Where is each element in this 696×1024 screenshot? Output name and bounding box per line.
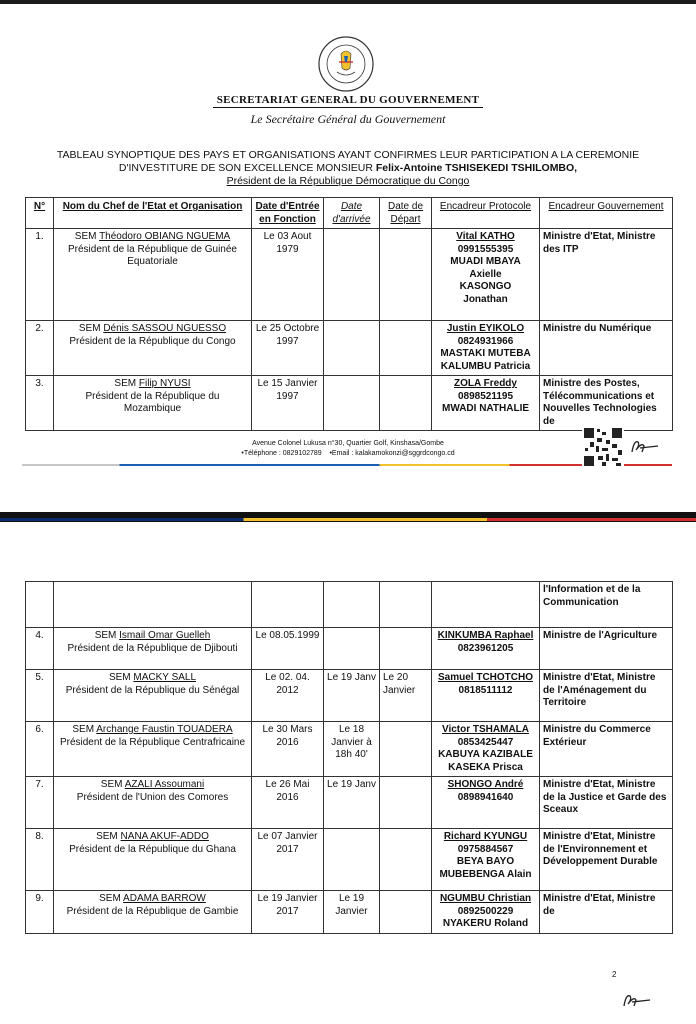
arrival-date xyxy=(324,229,380,321)
entry-date xyxy=(252,722,324,777)
participants-table-page-2 xyxy=(25,581,673,934)
row-number-text: 1. xyxy=(35,231,44,242)
chef-name xyxy=(57,831,248,844)
chef-cell xyxy=(54,891,252,934)
protocol-name: Samuel TCHOTCHO xyxy=(437,672,533,683)
document-page-1 xyxy=(0,4,696,512)
government-seal-icon xyxy=(317,32,375,98)
entry-date-text: Le 15 Janvier 1997 xyxy=(257,378,318,402)
protocol-line: 0824931966 xyxy=(457,335,514,347)
flag-color-divider xyxy=(22,464,672,466)
chef-title: Président de la République de Guinée Equatoriale xyxy=(67,243,237,267)
table-row xyxy=(26,891,673,934)
participants-table-page-1 xyxy=(25,197,673,431)
row-number xyxy=(26,229,54,321)
entry-date xyxy=(252,229,324,321)
chef-title: Président de la République du Mozambique xyxy=(85,390,220,414)
footer-email: •Email : kalakamokonzi@sggrdcongo.cd xyxy=(329,450,455,457)
arrival-date xyxy=(324,321,380,376)
page-separator-flag-stripe xyxy=(0,518,696,521)
chef-name xyxy=(57,893,248,906)
row-number xyxy=(26,891,54,934)
government-cell xyxy=(540,829,673,891)
title-president-name: Felix-Antoine TSHISEKEDI TSHILOMBO, xyxy=(375,162,578,174)
government-cell xyxy=(540,722,673,777)
government-cell xyxy=(540,670,673,722)
chef-cell xyxy=(54,670,252,722)
chef-prefix: SEM xyxy=(108,672,134,683)
protocol-cell xyxy=(432,829,540,891)
government-text: Ministre d'Etat, Ministre de la Justice et Garde des Sceaux xyxy=(543,779,667,815)
protocol-name: NGUMBU Christian xyxy=(439,893,532,904)
government-cell xyxy=(540,376,673,431)
entry-date-text: Le 02. 04. 2012 xyxy=(265,672,310,696)
org-subtitle: Le Secrétaire Général du Gouvernement xyxy=(250,112,446,126)
chef-prefix: SEM xyxy=(96,831,121,842)
chef-title: Président de la République de Gambie xyxy=(66,905,239,917)
table-row xyxy=(26,229,673,321)
entry-date-text: Le 19 Janvier 2017 xyxy=(257,893,318,917)
protocol-name: Richard KYUNGU xyxy=(443,831,528,842)
chef-cell xyxy=(54,376,252,431)
protocol-line: MUADI MBAYA xyxy=(450,256,521,267)
government-text: Ministre d'Etat, Ministre des ITP xyxy=(543,231,656,255)
entry-date xyxy=(252,777,324,829)
chef-prefix: SEM xyxy=(78,323,104,334)
chef-title: Président de la République Centrafricaine xyxy=(59,736,246,748)
row-number xyxy=(26,376,54,431)
protocol-line: 0991555395 xyxy=(457,243,514,255)
row-number-text: 3. xyxy=(35,378,44,389)
chef-name xyxy=(57,231,248,244)
entry-date xyxy=(252,628,324,670)
chef-cell xyxy=(54,229,252,321)
protocol-name: Victor TSHAMALA xyxy=(441,724,530,735)
table-row xyxy=(26,321,673,376)
chef-name-text: Archange Faustin TOUADERA xyxy=(96,724,233,735)
chef-name xyxy=(57,672,248,685)
chef-cell xyxy=(54,829,252,891)
chef-title: Président de la République du Ghana xyxy=(69,843,236,855)
col-header-departure: Date de Départ xyxy=(380,198,432,229)
government-cell xyxy=(540,321,673,376)
departure-date xyxy=(380,722,432,777)
protocol-line: NYAKERU Roland xyxy=(442,918,529,929)
chef-prefix: SEM xyxy=(114,378,139,389)
entry-date-text: Le 26 Mai 2016 xyxy=(265,779,310,803)
row-number xyxy=(26,777,54,829)
protocol-line: KASONGO xyxy=(459,281,512,292)
table-header-row xyxy=(26,198,673,229)
chef-name xyxy=(57,323,248,336)
entry-date xyxy=(252,376,324,431)
page-number: 2 xyxy=(612,970,617,979)
chef-name xyxy=(57,779,248,792)
protocol-line: 0823961205 xyxy=(457,642,514,654)
protocol-cell xyxy=(432,670,540,722)
row-number-text: 5. xyxy=(35,672,44,683)
col-header-government: Encadreur Gouvernement xyxy=(540,198,673,229)
chef-prefix: SEM xyxy=(99,893,124,904)
departure-date xyxy=(380,777,432,829)
departure-date xyxy=(380,321,432,376)
government-text: Ministre d'Etat, Ministre de l'Aménagement du Territoire xyxy=(543,672,656,708)
document-title xyxy=(40,149,656,188)
chef-cell xyxy=(54,321,252,376)
entry-date-text: Le 03 Aout 1979 xyxy=(263,231,312,255)
title-line-2 xyxy=(40,162,656,175)
arrival-date-text: Le 19 Janvier xyxy=(335,893,368,917)
protocol-line: MUBEBENGA Alain xyxy=(439,868,532,880)
government-cell xyxy=(540,891,673,934)
departure-date xyxy=(380,376,432,431)
government-text: Ministre du Commerce Extérieur xyxy=(543,724,651,748)
chef-prefix: SEM xyxy=(72,724,97,735)
protocol-line: KASEKA Prisca xyxy=(448,761,523,773)
protocol-line: 0818511112 xyxy=(458,684,513,696)
qr-code-icon xyxy=(582,426,624,468)
departure-date xyxy=(380,229,432,321)
chef-title: Président de la République de Djibouti xyxy=(67,642,238,654)
row-number-text: 7. xyxy=(35,779,44,790)
chef-name xyxy=(57,724,248,737)
chef-cell xyxy=(54,722,252,777)
protocol-name: Vital KATHO xyxy=(456,231,515,242)
arrival-date-text: Le 19 Janv xyxy=(327,672,376,683)
protocol-line: Jonathan xyxy=(463,293,508,305)
government-text: Ministre de l'Agriculture xyxy=(543,630,658,641)
col-header-protocol: Encadreur Protocole xyxy=(432,198,540,229)
protocol-line: 0898521195 xyxy=(457,390,514,402)
arrival-date xyxy=(324,777,380,829)
table-row xyxy=(26,829,673,891)
entry-date-text: Le 30 Mars 2016 xyxy=(262,724,313,748)
org-title: SECRETARIAT GENERAL DU GOUVERNEMENT xyxy=(0,94,696,108)
protocol-line: BEYA BAYO xyxy=(456,856,515,867)
arrival-date xyxy=(324,670,380,722)
chef-name-text: MACKY SALL xyxy=(133,672,197,683)
entry-date xyxy=(252,321,324,376)
table-row xyxy=(26,670,673,722)
chef-name-text: AZALI Assoumani xyxy=(124,779,205,790)
arrival-date xyxy=(324,628,380,670)
chef-prefix: SEM xyxy=(100,779,125,790)
entry-date xyxy=(252,891,324,934)
protocol-line: 0892500229 xyxy=(457,905,514,917)
protocol-cell xyxy=(432,321,540,376)
government-text: Ministre du Numérique xyxy=(543,323,652,334)
title-line-2-text: D'INVESTITURE DE SON EXCELLENCE MONSIEUR xyxy=(118,162,376,174)
entry-date xyxy=(252,829,324,891)
row-number-text: 4. xyxy=(35,630,44,641)
arrival-date xyxy=(324,829,380,891)
entry-date-text: Le 25 Octobre 1997 xyxy=(255,323,320,347)
footer-phone: •Téléphone : 0829102789 xyxy=(241,450,322,457)
arrival-date xyxy=(324,722,380,777)
chef-name-text: ADAMA BARROW xyxy=(123,893,206,904)
row-number-text: 2. xyxy=(35,323,44,334)
arrival-date-text: Le 19 Janv xyxy=(327,779,376,790)
table-row xyxy=(26,777,673,829)
row-number-text: 8. xyxy=(35,831,44,842)
chef-cell xyxy=(54,777,252,829)
title-line-3: Président de la République Démocratique du Congo xyxy=(226,175,470,187)
chef-title: Président de la République du Sénégal xyxy=(65,684,240,696)
protocol-line: MWADI NATHALIE xyxy=(441,403,530,414)
table-row xyxy=(26,722,673,777)
departure-date-text: Le 20 Janvier xyxy=(383,672,416,696)
row-number-text: 9. xyxy=(35,893,44,904)
chef-name xyxy=(57,378,248,391)
continuation-government: l'Information et de la Communication xyxy=(540,582,673,628)
departure-date xyxy=(380,670,432,722)
row-number xyxy=(26,628,54,670)
col-header-entry: Date d'Entrée en Fonction xyxy=(252,198,324,229)
chef-title: Président de la République du Congo xyxy=(69,335,236,347)
government-cell xyxy=(540,628,673,670)
protocol-line: KALUMBU Patricia xyxy=(440,360,531,372)
protocol-line: 0975884567 xyxy=(457,843,514,855)
protocol-line: 0853425447 xyxy=(457,736,514,748)
protocol-name: Justin EYIKOLO xyxy=(446,323,525,334)
row-number xyxy=(26,722,54,777)
protocol-cell xyxy=(432,722,540,777)
chef-name-text: NANA AKUF-ADDO xyxy=(120,831,209,842)
table-row xyxy=(26,628,673,670)
arrival-date-text: Le 18 Janvier à 18h 40' xyxy=(331,724,372,760)
protocol-line: 0898941640 xyxy=(457,791,514,803)
entry-date-text: Le 08.05.1999 xyxy=(255,630,320,641)
chef-name-text: Théodoro OBIANG NGUEMA xyxy=(99,231,231,242)
government-cell xyxy=(540,777,673,829)
row-number-text: 6. xyxy=(35,724,44,735)
entry-date-text: Le 07 Janvier 2017 xyxy=(257,831,318,855)
protocol-line: Axielle xyxy=(469,268,502,280)
title-line-1: TABLEAU SYNOPTIQUE DES PAYS ET ORGANISATIONS AYANT CONFIRMES LEUR PARTICIPATION A LA CEREMONIE xyxy=(56,149,640,161)
row-number xyxy=(26,321,54,376)
arrival-date xyxy=(324,891,380,934)
chef-prefix: SEM xyxy=(94,630,120,641)
protocol-cell xyxy=(432,777,540,829)
protocol-cell xyxy=(432,891,540,934)
row-number xyxy=(26,829,54,891)
protocol-cell xyxy=(432,229,540,321)
protocol-cell xyxy=(432,628,540,670)
protocol-line: KABUYA KAZIBALE xyxy=(438,749,533,760)
continuation-row xyxy=(26,582,673,628)
signature-icon xyxy=(620,990,654,1012)
row-number xyxy=(26,670,54,722)
government-text: Ministre d'Etat, Ministre de xyxy=(543,893,656,917)
col-header-name: Nom du Chef de l'Etat et Organisation xyxy=(54,198,252,229)
footer-address-line: Avenue Colonel Lukusa n°30, Quartier Golf, Kinshasa/Gombe xyxy=(252,440,444,447)
table-row xyxy=(26,376,673,431)
chef-cell xyxy=(54,628,252,670)
signature-icon xyxy=(628,436,662,458)
protocol-line: MASTAKI MUTEBA xyxy=(440,348,531,359)
departure-date xyxy=(380,628,432,670)
document-page-2 xyxy=(0,522,696,1024)
chef-name-text: Dénis SASSOU NGUESSO xyxy=(103,323,227,334)
entry-date xyxy=(252,670,324,722)
departure-date xyxy=(380,891,432,934)
protocol-cell xyxy=(432,376,540,431)
col-header-arrival: Date d'arrivée xyxy=(324,198,380,229)
col-header-num: N° xyxy=(26,198,54,229)
government-text: Ministre d'Etat, Ministre de l'Environnement et Développement Durable xyxy=(543,831,658,867)
chef-prefix: SEM xyxy=(74,231,100,242)
protocol-name: KINKUMBA Raphael xyxy=(437,630,534,641)
chef-title: Président de l'Union des Comores xyxy=(76,791,229,803)
chef-name-text: Filip NYUSI xyxy=(138,378,191,389)
departure-date xyxy=(380,829,432,891)
chef-name xyxy=(57,630,248,643)
government-text: Ministre des Postes, Télécommunications et Nouvelles Technologies de xyxy=(543,378,657,427)
arrival-date xyxy=(324,376,380,431)
protocol-name: ZOLA Freddy xyxy=(454,378,517,389)
chef-name-text: Ismail Omar Guelleh xyxy=(119,630,211,641)
protocol-name: SHONGO André xyxy=(447,779,524,790)
government-cell xyxy=(540,229,673,321)
